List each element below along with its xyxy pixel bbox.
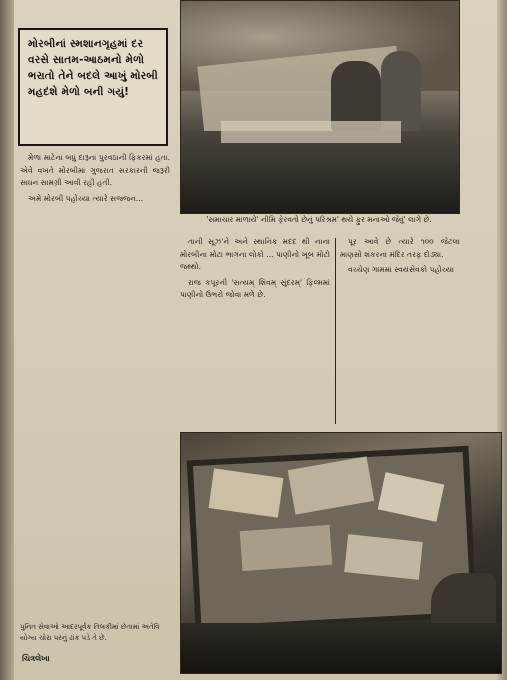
photo-bottom-caption: પુનિત સેવાઓ આદરપૂર્વક તિલકીમાં છેતામાં અતેવિ યોગ્ય ચોરા પરનું ઢાંક પડે તે છે. [20,623,160,642]
headline-box [18,28,168,146]
page-left-edge [0,0,14,680]
left-paragraph-2: અમે મોરબી પહોંચ્યા ત્યારે સજ્જન... [28,193,144,203]
mid-paragraph-1: તાની સૂઝ'ને અને સ્થાનિક મદદ થી નાના મોરબીના મોટા ભાગના લોકો ... પાણીનો ખૂબ મોટો જથ્થો. [180,237,330,272]
right-paragraph-2: વચ્ચેણ ગામમાં સ્વયંસેવકો પહોંચ્યા [348,265,454,275]
left-text-column [20,152,170,622]
column-divider [335,238,336,424]
photo-top [180,0,460,214]
photo-bottom [180,432,502,674]
mid-paragraph-2: રાજ કપૂરની 'સત્યમ્ શિવમ્ સુંદરમ્' ફિલ્મમાં પાણીનો ઉભરો જોવા મળે છે. [180,277,330,300]
magazine-name: ચિત્રલેખા [22,654,50,663]
middle-text-column [180,236,330,426]
right-text-column [340,236,460,426]
headline: મોરબીનાં સ્મશાનગૃહમાં દર વરસે સાતમ-આઠમનો મેળો ભરાતો તેને બદલે આખું મોરબી મહદંશે મેળો બની ગયું! [28,38,158,98]
photo-top-caption: 'સમાચાર માળાયે' નીમિ ફેરવતો છેનું પરિશ્રમ' થયે ફુર મનાઓ જેવું' લાગે છે. [206,215,432,224]
right-paragraph-1: પૂર આવે છે ત્યારે ૧૦૦ જેટલા માણસો શંકરના મંદિર તરફ દોડ્યા. [340,237,460,259]
left-paragraph-1: મેળા માટેના બધું દારૂના પુરવઠાની ફિકરમાં હતા. એવે વખતે મોરબીમાં ગુજરાત સરકારની જરૂરી સાધન સામગ્રી આવી રહી હતી. [20,153,170,188]
